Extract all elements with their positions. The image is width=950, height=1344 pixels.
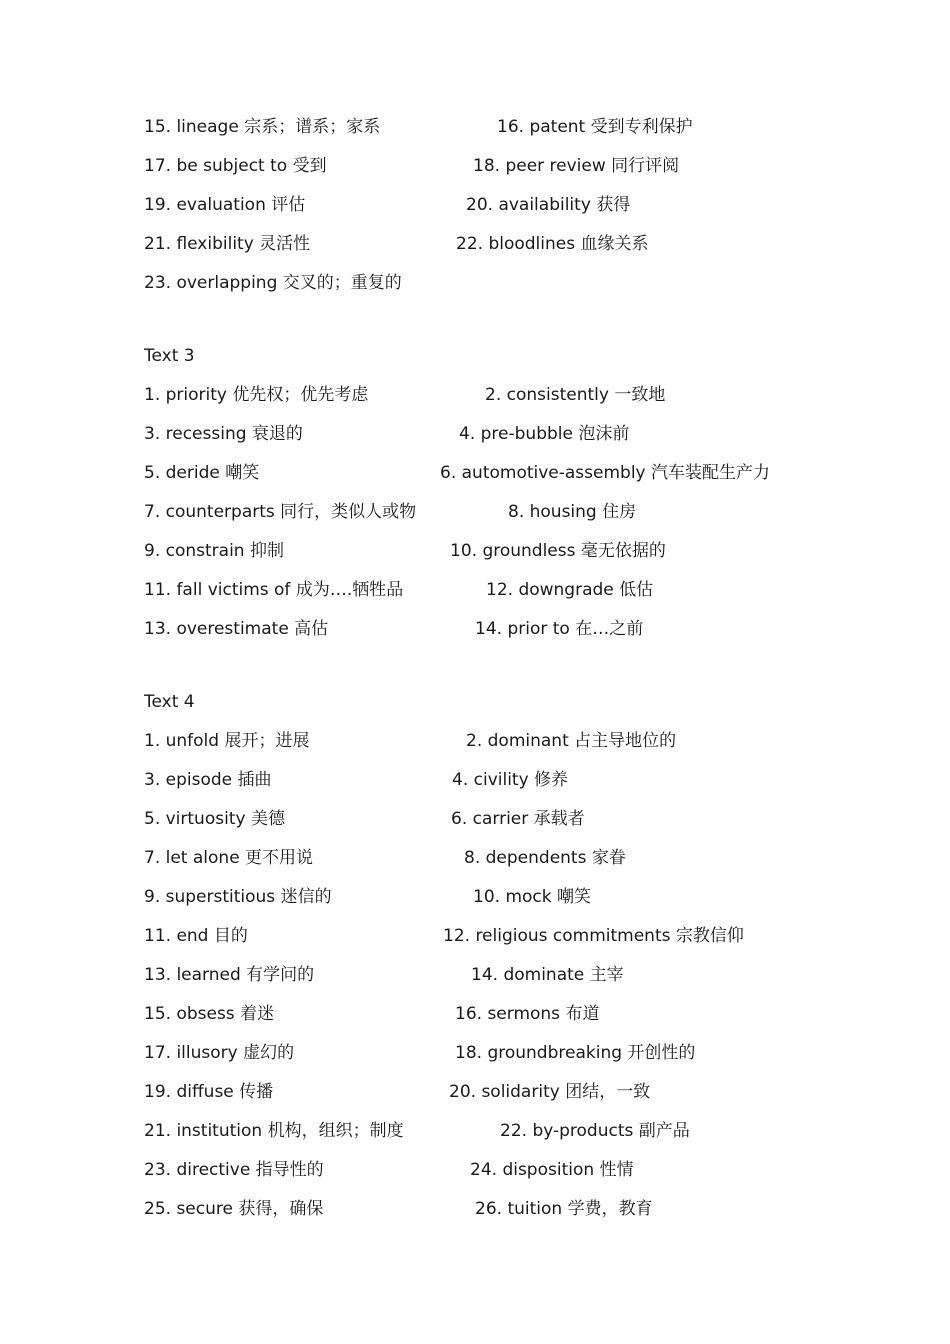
vocab-item: 7. let alone 更不用说 xyxy=(144,848,314,868)
vocab-item: 23. overlapping 交叉的；重复的 xyxy=(144,273,402,293)
vocab-item: 16. sermons 布道 xyxy=(455,1004,600,1024)
vocab-item: 13. learned 有学问的 xyxy=(144,965,315,985)
vocab-item: 3. episode 插曲 xyxy=(144,770,272,790)
vocab-item: 2. consistently 一致地 xyxy=(485,385,666,405)
vocab-item: 21. flexibility 灵活性 xyxy=(144,234,311,254)
vocab-item: 8. dependents 家眷 xyxy=(464,848,626,868)
vocab-item: 9. constrain 抑制 xyxy=(144,541,284,561)
vocab-item: 6. carrier 承载者 xyxy=(451,809,585,829)
vocab-item: 11. fall victims of 成为….牺牲品 xyxy=(144,580,404,600)
vocab-item: 10. mock 嘲笑 xyxy=(473,887,591,907)
vocab-item: 16. patent 受到专利保护 xyxy=(497,117,693,137)
vocab-item: 22. by-products 副产品 xyxy=(500,1121,690,1141)
vocab-item: 12. religious commitments 宗教信仰 xyxy=(443,926,744,946)
vocab-item: 24. disposition 性情 xyxy=(470,1160,634,1180)
vocab-item: 12. downgrade 低估 xyxy=(486,580,654,600)
vocab-item: 19. diffuse 传播 xyxy=(144,1082,274,1102)
vocab-item: 25. secure 获得，确保 xyxy=(144,1199,324,1219)
vocab-item: 4. civility 修养 xyxy=(452,770,569,790)
vocab-item: 15. lineage 宗系；谱系；家系 xyxy=(144,117,381,137)
vocab-item: 19. evaluation 评估 xyxy=(144,195,306,215)
vocab-item: 2. dominant 占主导地位的 xyxy=(466,731,677,751)
vocab-item: 18. peer review 同行评阅 xyxy=(473,156,680,176)
vocab-item: 20. availability 获得 xyxy=(466,195,631,215)
vocab-item: 9. superstitious 迷信的 xyxy=(144,887,332,907)
vocab-item: 26. tuition 学费，教育 xyxy=(475,1199,653,1219)
vocab-item: 17. be subject to 受到 xyxy=(144,156,327,176)
vocab-item: 10. groundless 毫无依据的 xyxy=(450,541,666,561)
vocab-item: 1. priority 优先权；优先考虑 xyxy=(144,385,369,405)
vocab-item: 3. recessing 衰退的 xyxy=(144,424,303,444)
vocab-item: 21. institution 机构，组织；制度 xyxy=(144,1121,404,1141)
vocab-item: 17. illusory 虚幻的 xyxy=(144,1043,295,1063)
vocab-item: 15. obsess 着迷 xyxy=(144,1004,275,1024)
vocab-item: 8. housing 住房 xyxy=(508,502,637,522)
vocab-item: 4. pre-bubble 泡沫前 xyxy=(459,424,630,444)
vocab-item: 5. virtuosity 美德 xyxy=(144,809,285,829)
vocab-item: 11. end 目的 xyxy=(144,926,248,946)
vocab-item: 1. unfold 展开；进展 xyxy=(144,731,310,751)
section-heading: Text 3 xyxy=(144,346,195,366)
vocab-item: 13. overestimate 高估 xyxy=(144,619,329,639)
vocab-item: 7. counterparts 同行，类似人或物 xyxy=(144,502,417,522)
vocab-item: 14. dominate 主宰 xyxy=(471,965,624,985)
vocab-item: 18. groundbreaking 开创性的 xyxy=(455,1043,696,1063)
vocab-item: 14. prior to 在…之前 xyxy=(475,619,644,639)
vocab-item: 20. solidarity 团结，一致 xyxy=(449,1082,651,1102)
vocab-item: 22. bloodlines 血缘关系 xyxy=(456,234,649,254)
vocab-item: 23. directive 指导性的 xyxy=(144,1160,324,1180)
section-heading: Text 4 xyxy=(144,692,195,712)
vocab-item: 6. automotive-assembly 汽车装配生产力 xyxy=(440,463,771,483)
vocab-item: 5. deride 嘲笑 xyxy=(144,463,260,483)
